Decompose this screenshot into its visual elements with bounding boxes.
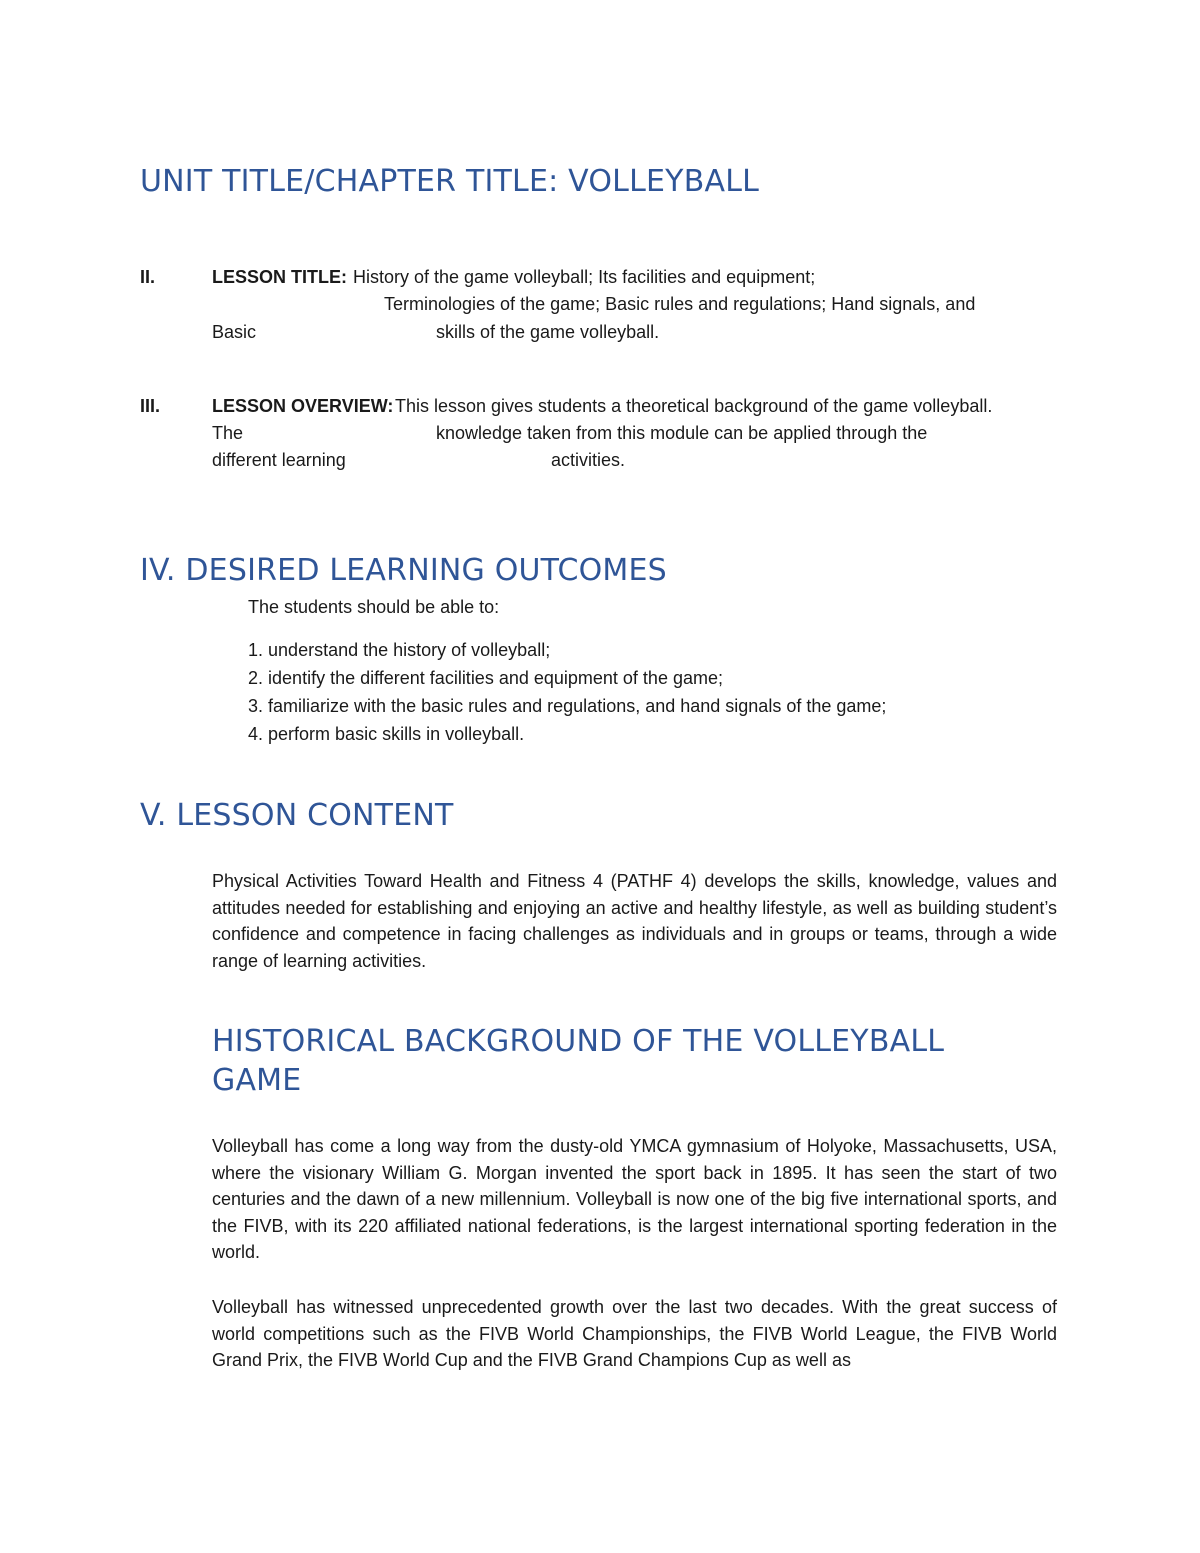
list-item-text: familiarize with the basic rules and regulations, and hand signals of the game; (268, 696, 887, 716)
lesson-title-label: LESSON TITLE: (212, 267, 347, 287)
lesson-title-line2: Terminologies of the game; Basic rules and regulations; Hand signals, and (384, 294, 976, 314)
lesson-overview-line1: This lesson gives students a theoretical background of the game volleyball. (395, 396, 993, 416)
list-item-text: understand the history of volleyball; (268, 640, 551, 660)
unit-title: UNIT TITLE/CHAPTER TITLE: VOLLEYBALL (140, 164, 760, 199)
outcomes-heading: IV. DESIRED LEARNING OUTCOMES (140, 553, 667, 588)
list-item-number: 2. (248, 668, 264, 688)
lesson-overview-line3-right: activities. (551, 450, 626, 470)
list-item-text: perform basic skills in volleyball. (268, 724, 525, 744)
history-paragraph-1: Volleyball has come a long way from the dusty-old YMCA gymnasium of Holyoke, Massachusetts, USA, where the visionary William G. Morgan invented the sport back in 1895. It has seen the start of two centuries and the dawn of a new millennium. Volleyball is now one of the big five international sports, and the FIVB, with its 220 affiliated national federations, is the largest international sporting federation in the world. (212, 1136, 1057, 1262)
list-item-number: 3. (248, 696, 264, 716)
lesson-content-paragraph: Physical Activities Toward Health and Fitness 4 (PATHF 4) develops the skills, knowledge, values and attitudes needed for establishing and enjoying an active and healthy lifestyle, as well as building student’s confidence and competence in facing challenges as individuals and in groups or teams, through a wide range of learning activities. (212, 871, 1057, 971)
lesson-title-numeral: II. (140, 267, 156, 287)
history-heading-line1: HISTORICAL BACKGROUND OF THE VOLLEYBALL (212, 1024, 945, 1059)
history-heading-line2: GAME (212, 1063, 302, 1098)
list-item-number: 4. (248, 724, 264, 744)
history-paragraph-2: Volleyball has witnessed unprecedented growth over the last two decades. With the great success of world competitions such as the FIVB World Championships, the FIVB World League, the FIVB World Grand Prix, the FIVB World Cup and the FIVB Grand Champions Cup as well as (212, 1297, 1057, 1370)
list-item (248, 720, 886, 748)
lesson-overview-label: LESSON OVERVIEW: (212, 396, 394, 416)
list-item (248, 636, 886, 664)
lesson-content-heading: V. LESSON CONTENT (140, 798, 454, 833)
outcomes-list (248, 636, 886, 748)
lesson-title-line1: History of the game volleyball; Its facilities and equipment; (353, 267, 816, 287)
lesson-title-line3-left: Basic (212, 322, 257, 342)
lesson-overview-line2-left: The (212, 423, 244, 443)
lesson-title-line3-right: skills of the game volleyball. (436, 322, 660, 342)
list-item (248, 664, 886, 692)
outcomes-intro: The students should be able to: (248, 597, 500, 617)
lesson-overview-line2-right: knowledge taken from this module can be applied through the (436, 423, 928, 443)
lesson-overview-numeral: III. (140, 396, 161, 416)
list-item-text: identify the different facilities and equipment of the game; (268, 668, 723, 688)
list-item-number: 1. (248, 640, 264, 660)
lesson-overview-line3-left: different learning (212, 450, 346, 470)
list-item (248, 692, 886, 720)
